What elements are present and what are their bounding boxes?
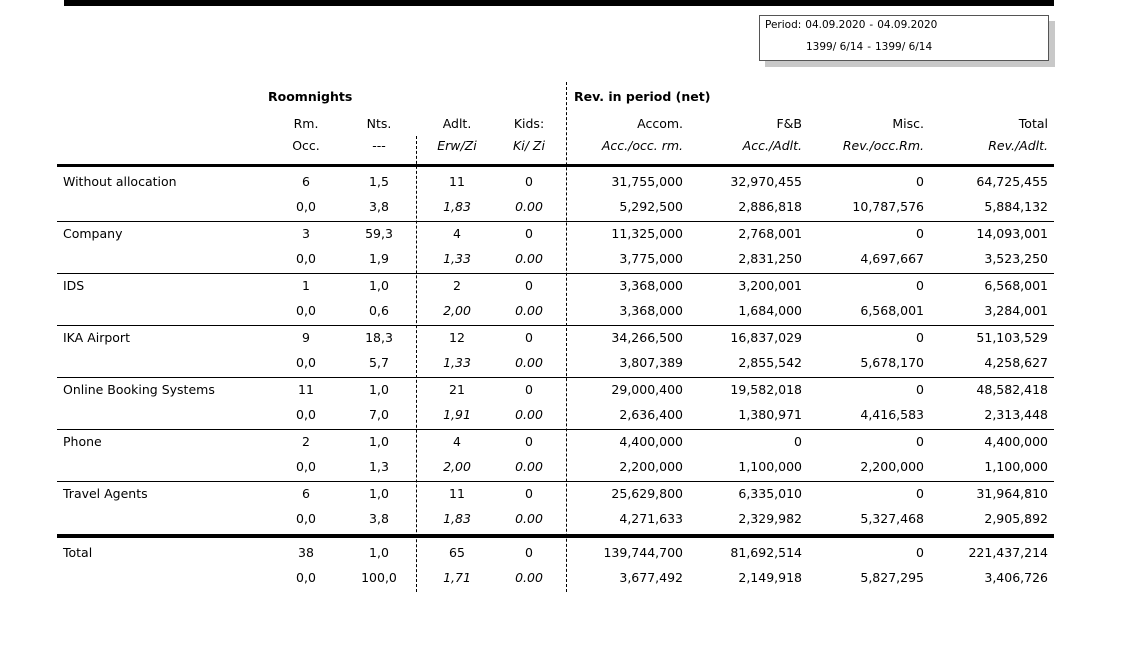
total-accom-ratio: 3,677,492 bbox=[619, 570, 683, 585]
cell-rm: 1 bbox=[302, 278, 310, 293]
cell-adlt: 12 bbox=[449, 330, 465, 345]
cell-accom: 29,000,400 bbox=[611, 382, 683, 397]
total-kids: 0 bbox=[525, 545, 533, 560]
cell-adlt-ratio: 1,83 bbox=[443, 199, 471, 214]
cell-fb: 6,335,010 bbox=[738, 486, 802, 501]
cell-total-ratio: 2,313,448 bbox=[984, 407, 1048, 422]
column-header-nts: Nts. bbox=[366, 116, 392, 131]
cell-adlt-ratio: 2,00 bbox=[443, 459, 471, 474]
period-label: Period: bbox=[765, 19, 802, 31]
cell-rm: 6 bbox=[302, 486, 310, 501]
cell-accom-ratio: 5,292,500 bbox=[619, 199, 683, 214]
total-fb-ratio: 2,149,918 bbox=[738, 570, 802, 585]
cell-rm-ratio: 0,0 bbox=[296, 511, 316, 526]
cell-kids: 0 bbox=[525, 278, 533, 293]
row-divider bbox=[57, 273, 1054, 274]
cell-fb: 16,837,029 bbox=[730, 330, 802, 345]
cell-nts-ratio: 7,0 bbox=[369, 407, 389, 422]
cell-adlt-ratio: 1,83 bbox=[443, 511, 471, 526]
cell-nts-ratio: 0,6 bbox=[369, 303, 389, 318]
cell-adlt-ratio: 2,00 bbox=[443, 303, 471, 318]
column-subheader-rm: Occ. bbox=[292, 138, 320, 153]
cell-accom-ratio: 3,807,389 bbox=[619, 355, 683, 370]
separator-revenue bbox=[566, 82, 567, 592]
period-dash-alt: - bbox=[867, 41, 871, 53]
cell-total: 48,582,418 bbox=[976, 382, 1048, 397]
cell-nts: 1,0 bbox=[369, 486, 389, 501]
row-label: IKA Airport bbox=[63, 330, 130, 345]
total-total: 221,437,214 bbox=[968, 545, 1048, 560]
row-divider bbox=[57, 377, 1054, 378]
cell-nts: 59,3 bbox=[365, 226, 393, 241]
cell-adlt: 21 bbox=[449, 382, 465, 397]
total-misc-ratio: 5,827,295 bbox=[860, 570, 924, 585]
cell-adlt-ratio: 1,33 bbox=[443, 355, 471, 370]
cell-rm-ratio: 0,0 bbox=[296, 303, 316, 318]
cell-adlt: 11 bbox=[449, 486, 465, 501]
cell-rm: 3 bbox=[302, 226, 310, 241]
cell-total: 4,400,000 bbox=[984, 434, 1048, 449]
cell-rm-ratio: 0,0 bbox=[296, 355, 316, 370]
cell-rm: 9 bbox=[302, 330, 310, 345]
cell-accom: 25,629,800 bbox=[611, 486, 683, 501]
cell-accom: 11,325,000 bbox=[611, 226, 683, 241]
column-header-fb: F&B bbox=[776, 116, 802, 131]
total-rule bbox=[57, 534, 1054, 538]
row-label: Phone bbox=[63, 434, 102, 449]
cell-total: 64,725,455 bbox=[976, 174, 1048, 189]
period-to-alt: 1399/ 6/14 bbox=[874, 41, 933, 53]
cell-misc-ratio: 4,697,667 bbox=[860, 251, 924, 266]
cell-total: 51,103,529 bbox=[976, 330, 1048, 345]
cell-rm: 2 bbox=[302, 434, 310, 449]
cell-nts: 1,0 bbox=[369, 434, 389, 449]
total-rm: 38 bbox=[298, 545, 314, 560]
row-label: Without allocation bbox=[63, 174, 177, 189]
total-rm-ratio: 0,0 bbox=[296, 570, 316, 585]
cell-accom: 4,400,000 bbox=[619, 434, 683, 449]
row-label: IDS bbox=[63, 278, 85, 293]
row-divider bbox=[57, 221, 1054, 222]
total-total-ratio: 3,406,726 bbox=[984, 570, 1048, 585]
cell-misc: 0 bbox=[916, 226, 924, 241]
cell-rm-ratio: 0,0 bbox=[296, 407, 316, 422]
cell-misc: 0 bbox=[916, 278, 924, 293]
cell-total-ratio: 5,884,132 bbox=[984, 199, 1048, 214]
cell-nts-ratio: 5,7 bbox=[369, 355, 389, 370]
row-divider bbox=[57, 481, 1054, 482]
cell-fb: 32,970,455 bbox=[730, 174, 802, 189]
cell-misc-ratio: 5,678,170 bbox=[860, 355, 924, 370]
cell-misc: 0 bbox=[916, 330, 924, 345]
top-rule bbox=[64, 0, 1054, 6]
cell-misc: 0 bbox=[916, 434, 924, 449]
cell-accom-ratio: 2,200,000 bbox=[619, 459, 683, 474]
column-header-kids: Kids: bbox=[513, 116, 545, 131]
cell-kids-ratio: 0.00 bbox=[515, 199, 543, 214]
cell-adlt: 11 bbox=[449, 174, 465, 189]
cell-kids: 0 bbox=[525, 434, 533, 449]
cell-adlt-ratio: 1,33 bbox=[443, 251, 471, 266]
period-from-alt: 1399/ 6/14 bbox=[806, 41, 864, 53]
period-line-gregorian bbox=[765, 19, 941, 31]
row-label: Company bbox=[63, 226, 123, 241]
group-roomnights: Roomnights bbox=[268, 89, 353, 104]
cell-adlt: 4 bbox=[453, 434, 461, 449]
cell-accom: 34,266,500 bbox=[611, 330, 683, 345]
cell-nts-ratio: 1,9 bbox=[369, 251, 389, 266]
total-label: Total bbox=[63, 545, 93, 560]
cell-kids: 0 bbox=[525, 226, 533, 241]
column-subheader-fb: Acc./Adlt. bbox=[742, 138, 802, 153]
cell-nts-ratio: 3,8 bbox=[369, 199, 389, 214]
column-header-accom: Accom. bbox=[637, 116, 683, 131]
cell-accom-ratio: 2,636,400 bbox=[619, 407, 683, 422]
total-misc: 0 bbox=[916, 545, 924, 560]
cell-kids-ratio: 0.00 bbox=[515, 355, 543, 370]
cell-fb-ratio: 2,855,542 bbox=[738, 355, 802, 370]
column-header-rm: Rm. bbox=[293, 116, 319, 131]
row-label: Online Booking Systems bbox=[63, 382, 215, 397]
column-subheader-misc: Rev./occ.Rm. bbox=[842, 138, 924, 153]
cell-fb-ratio: 1,684,000 bbox=[738, 303, 802, 318]
column-header-adlt: Adlt. bbox=[442, 116, 472, 131]
column-subheader-adlt: Erw/Zi bbox=[437, 138, 477, 153]
row-divider bbox=[57, 325, 1054, 326]
period-from: 04.09.2020 bbox=[805, 19, 866, 31]
period-box bbox=[759, 15, 1049, 61]
cell-misc: 0 bbox=[916, 486, 924, 501]
header-rule bbox=[57, 164, 1054, 167]
cell-kids: 0 bbox=[525, 382, 533, 397]
cell-rm: 6 bbox=[302, 174, 310, 189]
column-subheader-nts: --- bbox=[372, 138, 386, 153]
cell-misc: 0 bbox=[916, 174, 924, 189]
cell-rm-ratio: 0,0 bbox=[296, 199, 316, 214]
cell-misc-ratio: 6,568,001 bbox=[860, 303, 924, 318]
cell-kids-ratio: 0.00 bbox=[515, 303, 543, 318]
cell-accom-ratio: 3,368,000 bbox=[619, 303, 683, 318]
cell-total: 31,964,810 bbox=[976, 486, 1048, 501]
cell-adlt-ratio: 1,91 bbox=[443, 407, 471, 422]
cell-total-ratio: 4,258,627 bbox=[984, 355, 1048, 370]
total-accom: 139,744,700 bbox=[603, 545, 683, 560]
total-fb: 81,692,514 bbox=[730, 545, 802, 560]
separator-adults bbox=[416, 136, 417, 592]
cell-fb: 0 bbox=[794, 434, 802, 449]
column-subheader-accom: Acc./occ. rm. bbox=[601, 138, 683, 153]
cell-total-ratio: 2,905,892 bbox=[984, 511, 1048, 526]
group-revenue: Rev. in period (net) bbox=[574, 89, 711, 104]
cell-accom: 3,368,000 bbox=[619, 278, 683, 293]
cell-misc-ratio: 5,327,468 bbox=[860, 511, 924, 526]
cell-misc-ratio: 2,200,000 bbox=[860, 459, 924, 474]
cell-misc: 0 bbox=[916, 382, 924, 397]
cell-kids: 0 bbox=[525, 486, 533, 501]
cell-fb-ratio: 2,831,250 bbox=[738, 251, 802, 266]
cell-nts: 1,5 bbox=[369, 174, 389, 189]
total-adlt: 65 bbox=[449, 545, 465, 560]
cell-fb-ratio: 1,380,971 bbox=[738, 407, 802, 422]
cell-adlt: 2 bbox=[453, 278, 461, 293]
column-subheader-kids: Ki/ Zi bbox=[513, 138, 545, 153]
cell-accom-ratio: 3,775,000 bbox=[619, 251, 683, 266]
cell-total-ratio: 3,284,001 bbox=[984, 303, 1048, 318]
cell-kids-ratio: 0.00 bbox=[515, 251, 543, 266]
row-label: Travel Agents bbox=[63, 486, 148, 501]
cell-total-ratio: 1,100,000 bbox=[984, 459, 1048, 474]
total-nts-ratio: 100,0 bbox=[361, 570, 397, 585]
row-divider bbox=[57, 429, 1054, 430]
cell-kids: 0 bbox=[525, 174, 533, 189]
column-subheader-total: Rev./Adlt. bbox=[988, 138, 1048, 153]
total-nts: 1,0 bbox=[369, 545, 389, 560]
cell-kids: 0 bbox=[525, 330, 533, 345]
cell-misc-ratio: 4,416,583 bbox=[860, 407, 924, 422]
cell-fb-ratio: 2,329,982 bbox=[738, 511, 802, 526]
cell-nts: 1,0 bbox=[369, 278, 389, 293]
total-adlt-ratio: 1,71 bbox=[443, 570, 471, 585]
period-line-persian bbox=[806, 41, 936, 53]
cell-rm-ratio: 0,0 bbox=[296, 459, 316, 474]
cell-fb-ratio: 2,886,818 bbox=[738, 199, 802, 214]
cell-adlt: 4 bbox=[453, 226, 461, 241]
cell-total: 6,568,001 bbox=[984, 278, 1048, 293]
cell-fb: 3,200,001 bbox=[738, 278, 802, 293]
cell-rm: 11 bbox=[298, 382, 314, 397]
cell-kids-ratio: 0.00 bbox=[515, 407, 543, 422]
cell-fb: 2,768,001 bbox=[738, 226, 802, 241]
cell-misc-ratio: 10,787,576 bbox=[852, 199, 924, 214]
period-dash: - bbox=[869, 19, 874, 31]
cell-fb-ratio: 1,100,000 bbox=[738, 459, 802, 474]
cell-rm-ratio: 0,0 bbox=[296, 251, 316, 266]
cell-nts: 1,0 bbox=[369, 382, 389, 397]
period-to: 04.09.2020 bbox=[877, 19, 938, 31]
cell-total-ratio: 3,523,250 bbox=[984, 251, 1048, 266]
cell-nts-ratio: 1,3 bbox=[369, 459, 389, 474]
cell-nts-ratio: 3,8 bbox=[369, 511, 389, 526]
cell-total: 14,093,001 bbox=[976, 226, 1048, 241]
cell-fb: 19,582,018 bbox=[730, 382, 802, 397]
total-kids-ratio: 0.00 bbox=[515, 570, 543, 585]
column-header-misc: Misc. bbox=[892, 116, 924, 131]
cell-accom-ratio: 4,271,633 bbox=[619, 511, 683, 526]
cell-kids-ratio: 0.00 bbox=[515, 459, 543, 474]
cell-nts: 18,3 bbox=[365, 330, 393, 345]
column-header-total: Total bbox=[1018, 116, 1048, 131]
cell-kids-ratio: 0.00 bbox=[515, 511, 543, 526]
cell-accom: 31,755,000 bbox=[611, 174, 683, 189]
